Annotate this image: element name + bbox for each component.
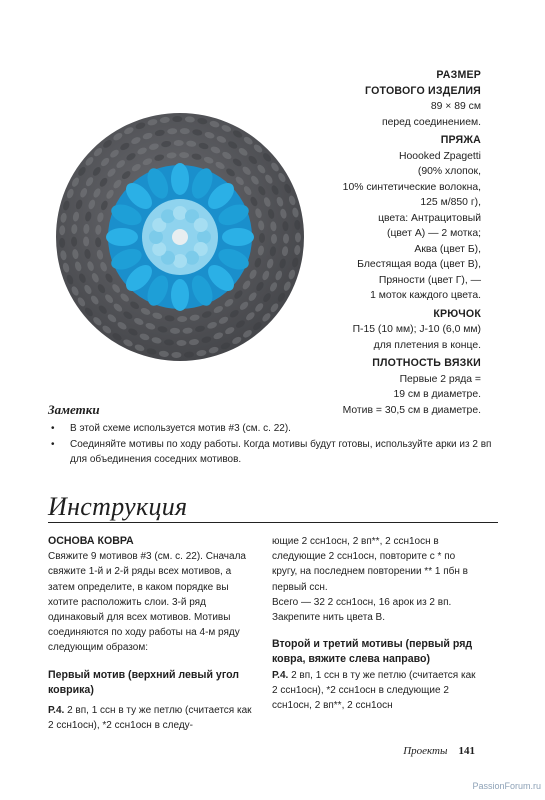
base-paragraph: Свяжите 9 мотивов #3 (см. с. 22). Сначала свяжите 1-й и 2-й ряды всех мотивов, а затем определите, в каком порядке вы хотите расположить слои. 3-й ряд одинаковый для всех мотивов. Мотивы соединяются по ходу работы на 4-м ряду следующим образом: <box>48 551 246 654</box>
hook-line: для плетения в конце. <box>373 339 481 351</box>
continuation-paragraph: ющие 2 ссн1осн, 2 вп**, 2 ссн1осн в следующие 2 ссн1осн, повторите с * по кругу, на последнем повторении ** 1 пбн в первый ссн. <box>272 536 468 593</box>
footer-section-label: Проекты <box>403 745 448 757</box>
note-item: • Соединяйте мотивы по ходу работы. Когда мотивы будут готовы, используйте арки из 2 вп для объединения соседних мотивов. <box>48 437 508 468</box>
notes-block <box>48 402 508 468</box>
note-item: • В этой схеме используется мотив #3 (см. с. 22). <box>48 421 508 437</box>
hook-heading: КРЮЧОК <box>433 307 481 320</box>
second-third-motif-heading: Второй и третий мотивы (первый ряд ковра, вяжите слева направо) <box>272 638 473 666</box>
section-divider <box>48 522 498 523</box>
page-footer <box>403 745 475 757</box>
gauge-line: 19 см в диаметре. <box>393 389 481 400</box>
yarn-line: 1 моток каждого цвета. <box>370 290 481 301</box>
yarn-line: 125 м/850 г), <box>420 197 481 208</box>
yarn-line: Пряности (цвет Г), — <box>378 274 481 286</box>
specifications-panel <box>251 68 481 418</box>
gauge-heading: ПЛОТНОСТЬ ВЯЗКИ <box>372 357 481 369</box>
page-number: 141 <box>458 745 475 757</box>
yarn-line: Hoooked Zpagetti <box>398 150 481 162</box>
gauge-line: Первые 2 ряда = <box>399 373 481 385</box>
notes-title: Заметки <box>48 402 100 417</box>
yarn-line: Блестящая вода (цвет В), <box>357 259 481 270</box>
gauge-line: Мотив = 30,5 см в диаметре. <box>342 404 481 416</box>
base-heading: ОСНОВА КОВРА <box>48 535 134 547</box>
section-title: Инструкция <box>48 492 188 521</box>
row-text: 2 вп, 1 ссн в ту же петлю (считается как 2 ссн1осн), *2 ссн1осн в следу- <box>48 705 252 732</box>
size-heading: РАЗМЕР <box>436 69 481 81</box>
row-text: 2 вп, 1 ссн в ту же петлю (считается как 2 ссн1осн), *2 ссн1осн в следующие 2 ссн1осн, 2 вп**, 2 ссн1осн <box>272 669 476 712</box>
row4-instruction <box>272 668 482 714</box>
yarn-line: цвета: Антрацитовый <box>378 212 481 224</box>
total-paragraph: Всего — 32 2 ссн1осн, 16 арок из 2 вп. Закрепите нить цвета В. <box>272 596 452 624</box>
instructions-column-1 <box>48 534 258 733</box>
size-note: перед соединением. <box>381 116 481 128</box>
row-label: Р.4. <box>48 705 65 717</box>
yarn-line: (90% хлопок, <box>417 166 481 177</box>
row4-instruction <box>48 703 258 733</box>
notes-list <box>48 421 508 468</box>
yarn-heading: ПРЯЖА <box>440 134 481 146</box>
instructions-column-2 <box>272 534 482 713</box>
size-value: 89 × 89 см <box>430 101 481 112</box>
yarn-line: (цвет А) — 2 мотка; <box>386 228 481 239</box>
yarn-line: Аква (цвет Б), <box>414 243 481 255</box>
watermark: PassionForum.ru <box>472 781 541 791</box>
row-label: Р.4. <box>272 669 289 681</box>
hook-line: П-15 (10 мм); J-10 (6,0 мм) <box>352 324 481 335</box>
size-heading-2: ГОТОВОГО ИЗДЕЛИЯ <box>365 84 481 97</box>
first-motif-heading: Первый мотив (верхний левый угол коврика) <box>48 668 240 696</box>
yarn-line: 10% синтетические волокна, <box>342 181 481 193</box>
